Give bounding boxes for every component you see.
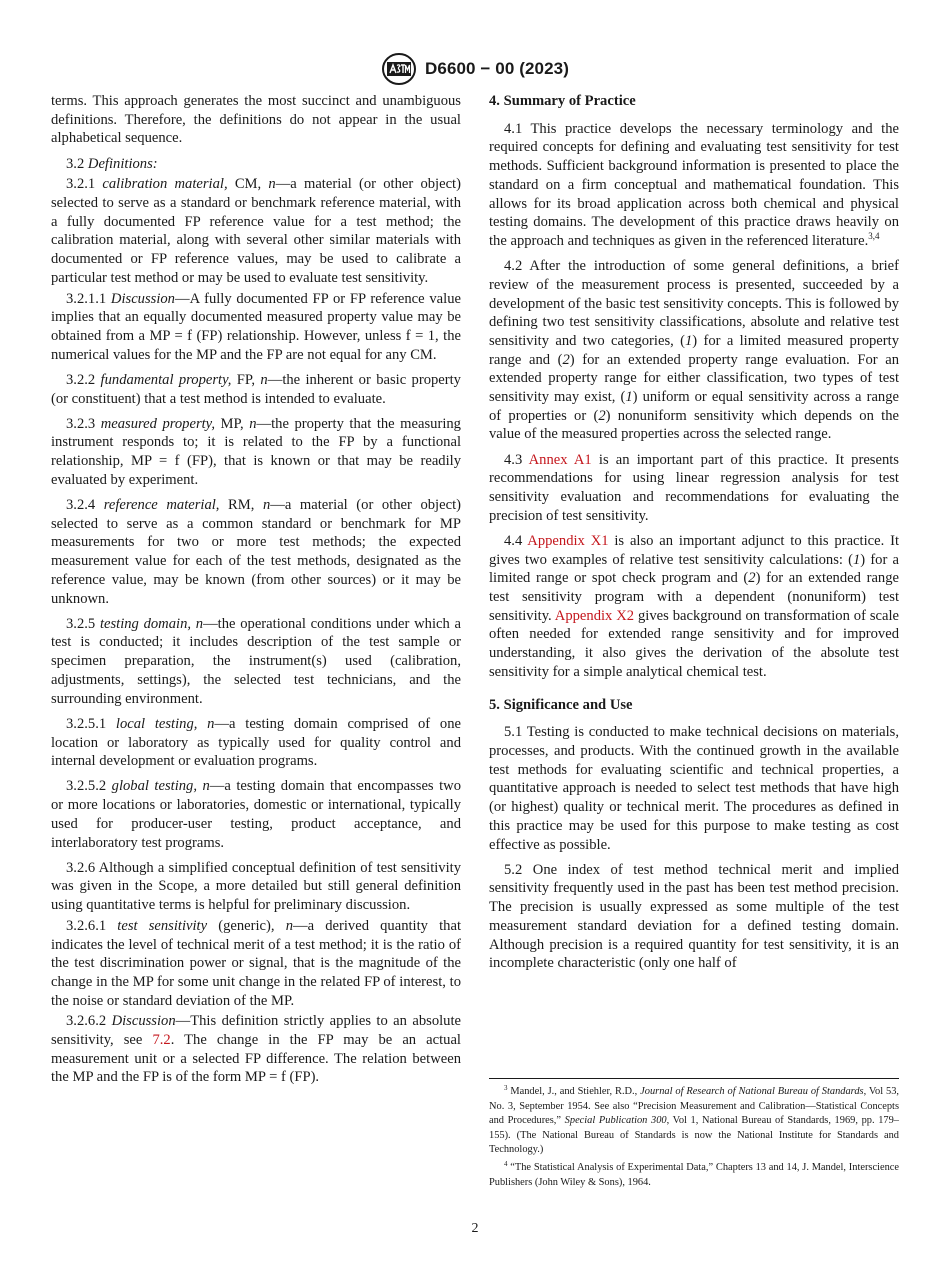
footnote-4: $^4$ “The Statistical Analysis of Experimental Data,” Chapters 13 and 14, J. Mandel, Interscience Publishers (John Wiley & Sons), 1964. [489,1159,899,1188]
paragraph-4-2: 4.2 After the introduction of some general definitions, a brief review of the measurement process is presented, succeeded by a development of the basic test sensitivity concepts. This is followed by defining two test sensitivity classifications, absolute and relative test sensitivity and two categories, (1) for a limited measured property range and (2) for an extended property range evaluation. For an extended property range for either classification, two types of test sensitivity may exist, (1) uniform or equal sensitivity across a range of properties or (2) nonuniform sensitivity which depends on the value of the measured properties across the selected range. [489,258,899,443]
definition-fundamental-property: 3.2.2 fundamental property, FP, n—the inherent or basic property (or constituent) that a test method is intended to evaluate. [51,371,461,407]
paragraph-5-1: 5.1 Testing is conducted to make technical decisions on materials, processes, and products. With the continued growth in the available test methods for evaluating scientific and technical properties, a quantitative approach is needed to select test methods that have high (or highest) quality or technical merit. The procedures as defined in this practice may be used for this purpose to make testing as cost effective as possible. [489,724,900,853]
link-appendix-x2[interactable]: Appendix X2 [554,607,635,624]
definition-calibration-material: 3.2.1 calibration material, CM, n—a material (or other object) selected to serve as a standard or benchmark reference material, with a fully documented FP reference value for a test method; the calibration material, along with several other similar materials with documented or FP reference values, may be used to calibrate a particular test method or may be used to evaluate test sensitivity. [51,176,461,286]
link-annex-a1[interactable]: Annex A1 [528,451,592,468]
document-designation: D6600 − 00 (2023) [425,59,569,78]
page-number: 2 [471,1221,479,1236]
section-5-heading: 5. Significance and Use [489,696,633,713]
footnotes [489,1078,899,1193]
paragraph-5-2: 5.2 One index of test method technical merit and implied sensitivity frequently used in the past has been test method precision. The precision is usually expressed as some multiple of the test measurement standard deviation for a defined testing domain. Although precision is a required quantity for test sensitivity, it is an incomplete characteristic (only one half of [489,861,899,972]
discussion-3-2-1-1: 3.2.1.1 Discussion—A fully documented FP or FP reference value implies that an equally documented measured property value may be obtained from a MP = f (FP) relationship. However, unless f = 1, the numerical values for the MP and the FP are not equal for any CM. [51,290,461,363]
section-3-2-6: 3.2.6 Although a simplified conceptual definition of test sensitivity was given in the Scope, a more detailed but still general definition using quantitative terms is helpful for preliminary discussion. [51,859,462,914]
paragraph-4-3: 4.3 Annex A1 is an important part of this practice. It presents recommendations for using linear regression analysis for test sensitivity evaluation and recommendations for evaluating the precision of test sensitivity. [489,451,899,524]
section-3-2: 3.2 Definitions: [66,155,158,172]
discussion-3-2-6-2: 3.2.6.2 Discussion—This definition strictly applies to an absolute sensitivity, see 7.2. The change in the FP may be an actual measurement unit or a selected FP difference. The relation between the MP and the FP is of the form MP = f (FP). [51,1013,461,1086]
section-4-heading: 4. Summary of Practice [489,93,636,109]
footnote-ref-3-4: 3,4 [868,230,880,241]
astm-logo-icon [381,52,417,86]
paragraph-4-1: 4.1 This practice develops the necessary terminology and the required concepts for defining and evaluating test sensitivity for test methods. Sufficient background information is presented to place the standard on a firm conceptual and mathematical foundation. This allows for its broad application across both chemical and physical testing domains. The development of this practice draws heavily on the approach and techniques as given in the referenced literature.$^{3,4}$ [489,120,899,249]
definition-local-testing: 3.2.5.1 local testing, n—a testing domain comprised of one location or laboratory as typically used for quality control and internal development or evaluation programs. [51,715,461,770]
definition-testing-domain: 3.2.5 testing domain, n—the operational conditions under which a test is conducted; it includes description of the test sample or specimen preparation, the instrument(s) used (calibration, adjustments, settings), the selected test technicians, and the surrounding environment. [51,615,462,707]
definition-measured-property: 3.2.3 measured property, MP, n—the property that the measuring instrument responds to; it is related to the FP by a functional relationship, MP = f (FP), that is known or that may be readily evaluated by experiment. [51,415,461,488]
definition-test-sensitivity: 3.2.6.1 test sensitivity (generic), n—a derived quantity that indicates the level of technical merit of a test method; it is the ratio of the test discrimination power or signal, that is the magnitude of the change in the MP for some unit change in the related FP of interest, to the noise or standard deviation of the MP. [51,917,461,1009]
link-section-7-2[interactable]: 7.2 [152,1032,171,1049]
definition-reference-material: 3.2.4 reference material, RM, n—a material (or other object) selected to serve as a common standard or benchmark for MP measurements for two or more test methods; the expected measurement value for each of the test methods, designated as the reference value, may be known (from other sources) or it may be unknown. [51,497,461,607]
right-column [489,92,899,979]
page-header [0,52,950,86]
intro-paragraph: terms. This approach generates the most succinct and unambiguous definitions. Therefore, the definitions do not appear in the usual alphabetical sequence. [51,93,461,147]
link-appendix-x1[interactable]: Appendix X1 [527,532,609,549]
paragraph-4-4: 4.4 Appendix X1 is also an important adjunct to this practice. It gives two examples of relative test sensitivity calculations: (1) for a limited range or spot check program and (2) for an extended range test sensitivity program with a dependent (nonuniform) test sensitivity. Appendix X2 gives background on transformation of scale often needed for extended range sensitivity and for improved understanding, it also gives the derivation of the absolute test sensitivity for a simple analytical chemical test. [489,532,900,680]
footnote-3: $^3$ Mandel, J., and Stiehler, R.D., Journal of Research of National Bureau of Standards, Vol 53, No. 3, September 1954. See also “Precision Measurement and Calibration—Statistical Concepts and Procedures,” Special Publication 300, Vol 1, National Bureau of Standards, 1969, pp. 179–155). (The National Bureau of Standards is now the National Institute for Standards and Technology.) [489,1084,899,1156]
left-column [51,92,461,1094]
definition-global-testing: 3.2.5.2 global testing, n—a testing domain that encompasses two or more locations or laboratories, domestic or international, typically used for producer-user testing, product acceptance, and interlaboratory test programs. [51,778,461,851]
